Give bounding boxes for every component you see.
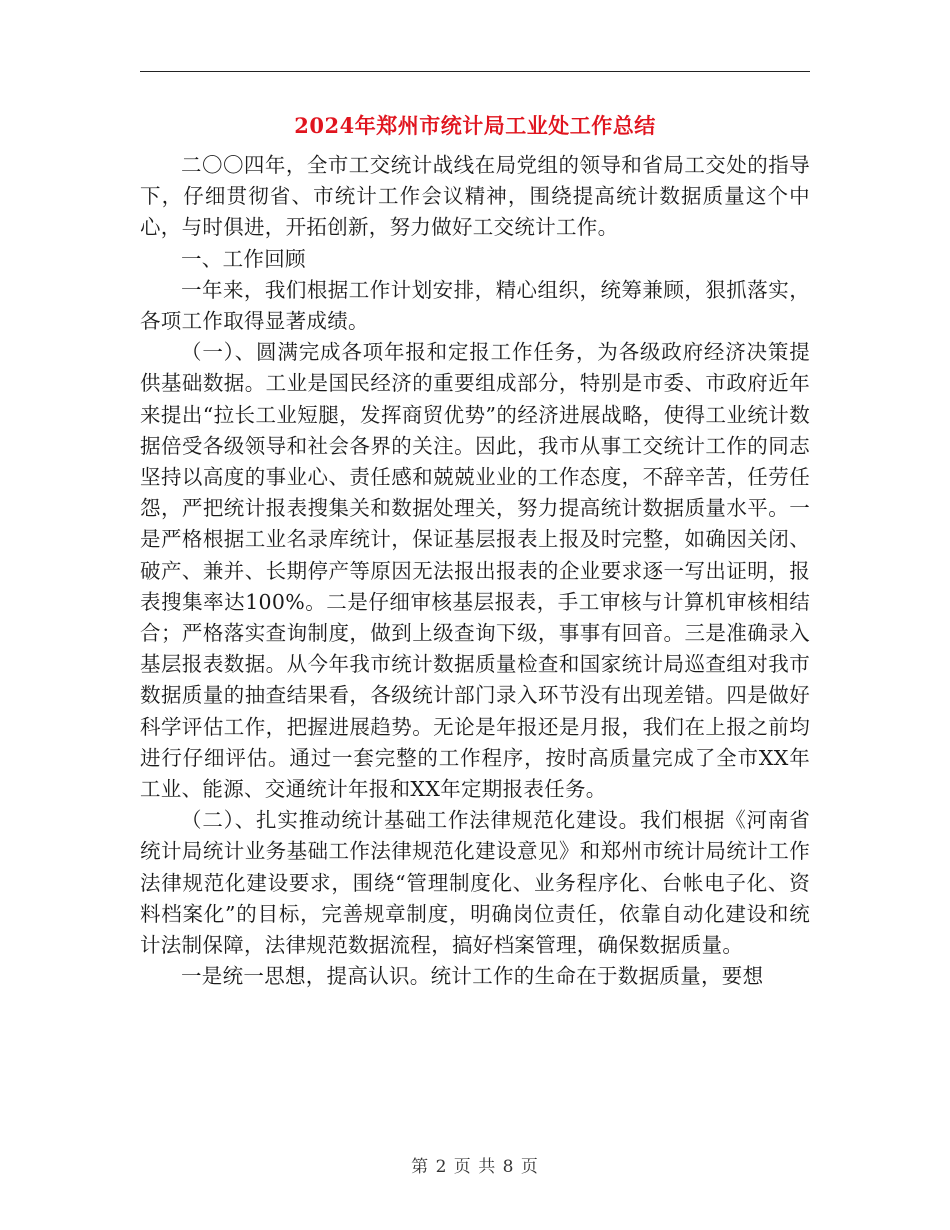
document-title: 2024年郑州市统计局工业处工作总结 <box>294 113 656 138</box>
paragraph-unify-thinking: 一是统一思想，提高认识。统计工作的生命在于数据质量，要想 <box>181 964 764 989</box>
paragraph-legal-standardization: （二）、扎实推动统计基础工作法律规范化建设。我们根据《河南省统计局统计业务基础工作法律规范化建设意见》和郑州市统计局统计工作法律规范化建设要求，围绕“管理制度化、业务程序化、台帐电子化、资料档案化”的目标，完善规章制度，明确岗位责任，依靠自动化建设和统计法制保障，法律规范数据流程，搞好档案管理，确保数据质量。 <box>140 808 810 958</box>
section-heading-review: 一、工作回顾 <box>181 246 306 271</box>
document-body <box>140 104 810 992</box>
paragraph-annual-reports: （一）、圆满完成各项年报和定报工作任务，为各级政府经济决策提供基础数据。工业是国民经济的重要组成部分，特别是市委、市政府近年来提出“拉长工业短腿，发挥商贸优势”的经济进展战略，使得工业统计数据倍受各级领导和社会各界的关注。因此，我市从事工交统计工作的同志坚持以高度的事业心、责任感和兢兢业业的工作态度，不辞辛苦，任劳任怨，严把统计报表搜集关和数据处理关，努力提高统计数据质量水平。一是严格根据工业名录库统计，保证基层报表上报及时完整，如确因关闭、破产、兼并、长期停产等原因无法报出报表的企业要求逐一写出证明，报表搜集率达100%。二是仔细审核基层报表，手工审核与计算机审核相结合；严格落实查询制度，做到上级查询下级，事事有回音。三是准确录入基层报表数据。从今年我市统计数据质量检查和国家统计局巡查组对我市数据质量的抽查结果看，各级统计部门录入环节没有出现差错。四是做好科学评估工作，把握进展趋势。无论是年报还是月报，我们在上报之前均进行仔细评估。通过一套完整的工作程序，按时高质量完成了全市XX年工业、能源、交通统计年报和XX年定期报表任务。 <box>140 340 810 802</box>
paragraph-intro: 二〇〇四年，全市工交统计战线在局党组的领导和省局工交处的指导下，仔细贯彻省、市统计工作会议精神，围绕提高统计数据质量这个中心，与时俱进，开拓创新，努力做好工交统计工作。 <box>140 153 810 240</box>
header-rule <box>140 71 810 72</box>
paragraph-overview: 一年来，我们根据工作计划安排，精心组织，统筹兼顾，狠抓落实，各项工作取得显著成绩。 <box>140 277 810 334</box>
page-number-footer: 第 2 页 共 8 页 <box>411 1157 539 1177</box>
